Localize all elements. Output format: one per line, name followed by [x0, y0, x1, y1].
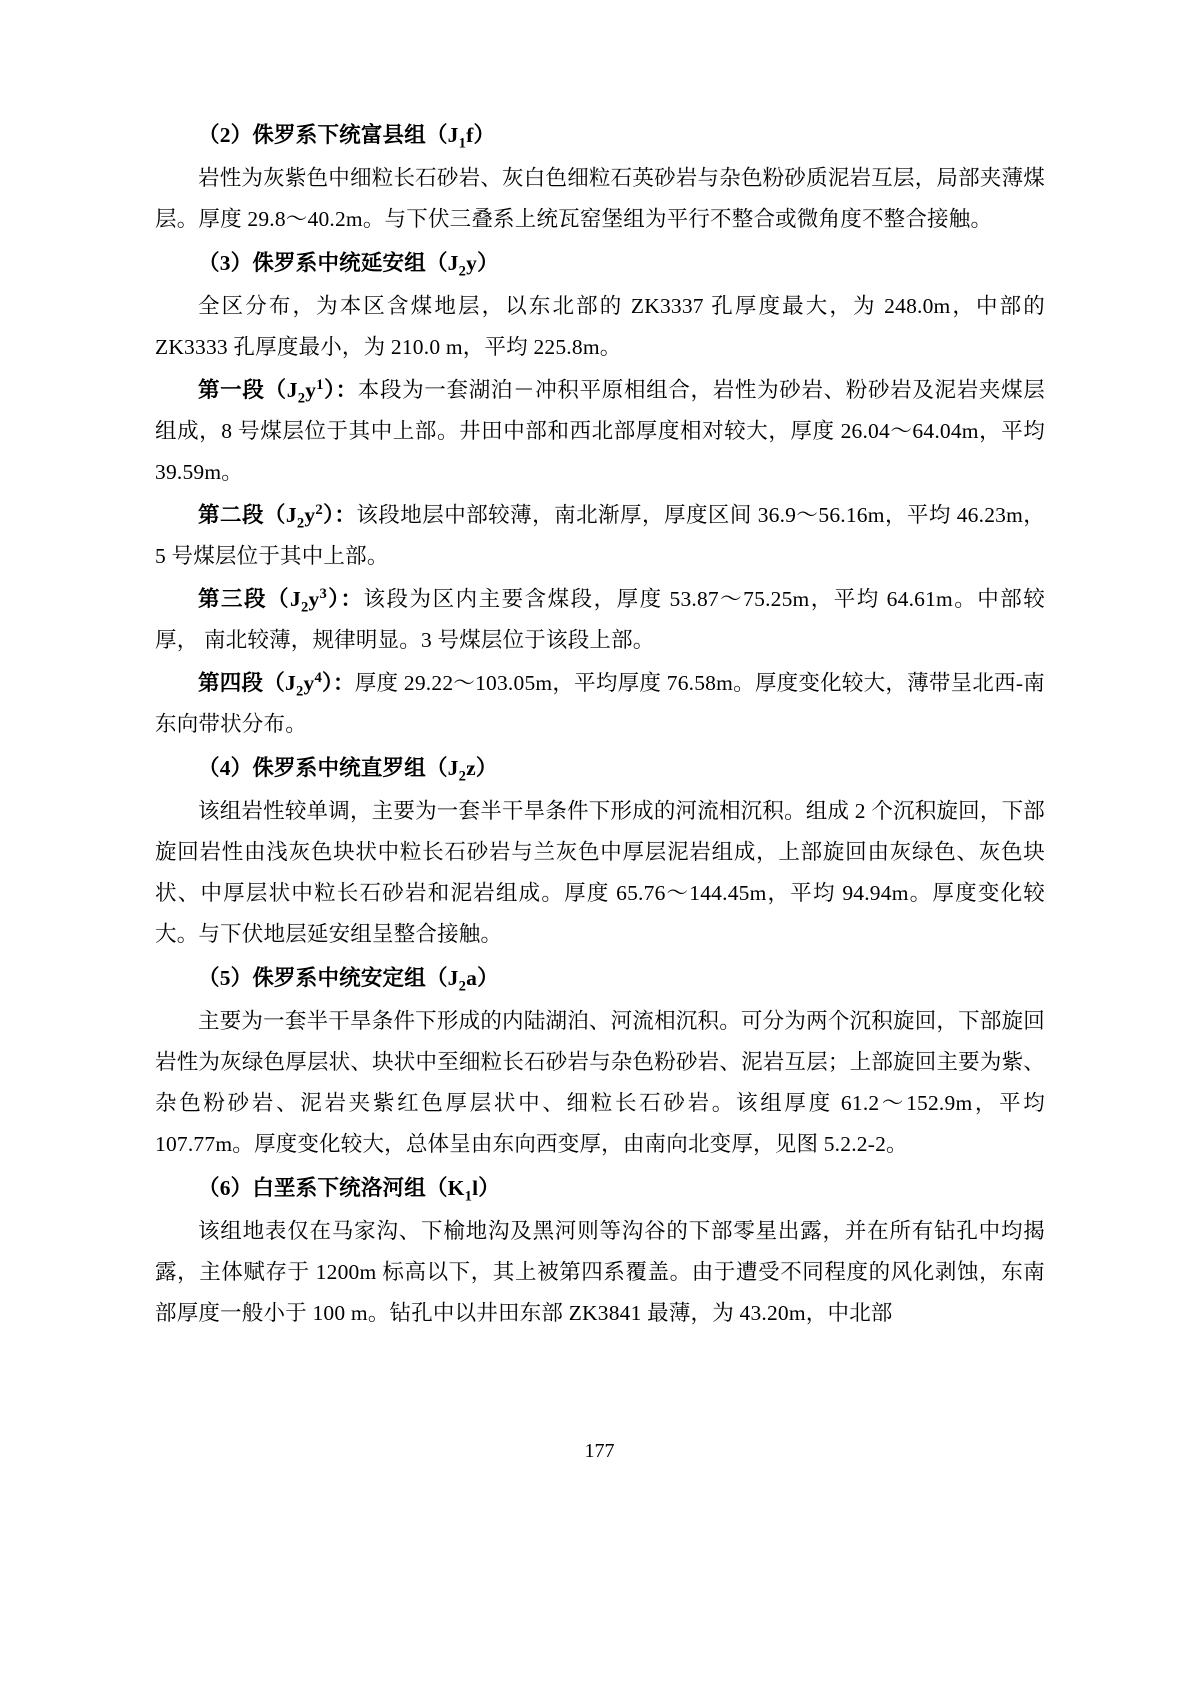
segment-text: 本段为一套湖泊－冲积平原相组合，岩性为砂岩、粉砂岩及泥岩夹煤层组成，8 号煤层位于其中上部。井田中部和西北部厚度相对较大，厚度 26.04～64.04m，平均 39.59m。	[155, 378, 1045, 484]
section-heading-5	[155, 958, 1045, 999]
segment-label-sub: 2	[295, 683, 304, 700]
segment-label-sub: 2	[297, 390, 306, 407]
segment-label-sup: 3	[319, 585, 327, 602]
segment-paragraph-4	[155, 663, 1045, 745]
segment-label-pre: 第一段（J	[198, 378, 298, 402]
section-heading-6	[155, 1168, 1045, 1209]
heading-subscript: 2	[458, 768, 467, 785]
heading-text: （2）侏罗系下统富县组（J	[198, 123, 459, 147]
segment-label-post: ）：	[322, 503, 357, 527]
segment-label-post: ）：	[321, 671, 355, 695]
segment-text: 厚度 29.22～103.05m，平均厚度 76.58m。厚度变化较大，薄带呈北西-南东向带状分布。	[155, 671, 1045, 736]
segment-label-pre: 第二段（J	[198, 503, 297, 527]
heading-text: （6）白垩系下统洛河组（K	[198, 1176, 465, 1200]
section-paragraph-2: 岩性为灰紫色中细粒长石砂岩、灰白色细粒石英砂岩与杂色粉砂质泥岩互层，局部夹薄煤层。厚度 29.8～40.2m。与下伏三叠系上统瓦窑堡组为平行不整合或微角度不整合接触。	[155, 166, 1045, 231]
segment-label-pre: 第三段（J	[198, 587, 301, 611]
section-paragraph-3: 全区分布，为本区含煤地层，以东北部的 ZK3337 孔厚度最大，为 248.0m，中部的 ZK3333 孔厚度最小，为 210.0 m，平均 225.8m。	[155, 294, 1045, 359]
section-heading-3	[155, 243, 1045, 284]
segment-label	[198, 585, 364, 616]
page-number: 177	[584, 1440, 615, 1462]
heading-text-end: y）	[466, 251, 499, 275]
segment-label-pre: 第四段（J	[198, 671, 296, 695]
section-paragraph-6: 该组地表仅在马家沟、下榆地沟及黑河则等沟谷的下部零星出露，并在所有钻孔中均揭露，主体赋存于 1200m 标高以下，其上被第四系覆盖。由于遭受不同程度的风化剥蚀，东南部厚度一般小于 100 m。钻孔中以井田东部 ZK3841 最薄，为 43.20m，中北部	[155, 1219, 1045, 1325]
heading-subscript: 2	[458, 978, 467, 995]
segment-label-mid: y	[303, 671, 315, 695]
segment-label-sup: 1	[316, 376, 324, 393]
heading-subscript: 2	[458, 263, 467, 280]
page-content	[155, 112, 1045, 1334]
segment-label-post: ）：	[323, 378, 358, 402]
segment-label	[198, 669, 355, 700]
heading-text: （5）侏罗系中统安定组（J	[198, 966, 459, 990]
segment-text: 该段为区内主要含煤段，厚度 53.87～75.25m，平均 64.61m。中部较厚， 南北较薄，规律明显。3 号煤层位于该段上部。	[155, 587, 1046, 652]
section-heading-4	[155, 748, 1045, 789]
heading-subscript: 1	[458, 135, 467, 152]
segment-label-sup: 2	[315, 501, 323, 518]
section-paragraph-5: 主要为一套半干旱条件下形成的内陆湖泊、河流相沉积。可分为两个沉积旋回，下部旋回岩性为灰绿色厚层状、块状中至细粒长石砂岩与杂色粉砂岩、泥岩互层；上部旋回主要为紫、杂色粉砂岩、泥岩夹紫红色厚层状中、细粒长石砂岩。该组厚度 61.2～152.9m，平均 107.77m。厚度变化较大，总体呈由东向西变厚，由南向北变厚，见图 5.2.2-2。	[155, 1009, 1045, 1156]
heading-subscript: 1	[464, 1188, 473, 1205]
segment-label-sub: 2	[296, 515, 305, 532]
segment-paragraph-3	[155, 579, 1045, 661]
segment-paragraph-2	[155, 495, 1045, 577]
segment-label	[198, 376, 358, 407]
segment-label-mid: y	[305, 378, 317, 402]
segment-label-sup: 4	[314, 669, 322, 686]
heading-text-end: l）	[472, 1176, 500, 1200]
segment-label-mid: y	[304, 503, 316, 527]
segment-label-mid: y	[308, 587, 320, 611]
segment-text: 该段地层中部较薄，南北渐厚，厚度区间 36.9～56.16m，平均 46.23m，5 号煤层位于其中上部。	[155, 503, 1045, 568]
section-paragraph-4: 该组岩性较单调，主要为一套半干旱条件下形成的河流相沉积。组成 2 个沉积旋回，下部旋回岩性由浅灰色块状中粒长石砂岩与兰灰色中厚层泥岩组成，上部旋回由灰绿色、灰色块状、中厚层状中粒长石砂岩和泥岩组成。厚度 65.76～144.45m，平均 94.94m。厚度变化较大。与下伏地层延安组呈整合接触。	[155, 799, 1045, 946]
segment-label	[198, 501, 357, 532]
segment-label-post: ）：	[326, 587, 364, 611]
heading-text-end: f）	[466, 123, 496, 147]
segment-paragraph-1	[155, 370, 1045, 493]
segment-label-sub: 2	[300, 599, 309, 616]
heading-text-end: a）	[466, 966, 499, 990]
heading-text-end: z）	[466, 756, 498, 780]
heading-text: （3）侏罗系中统延安组（J	[198, 251, 459, 275]
heading-text: （4）侏罗系中统直罗组（J	[198, 756, 459, 780]
section-heading-2	[155, 115, 1045, 156]
